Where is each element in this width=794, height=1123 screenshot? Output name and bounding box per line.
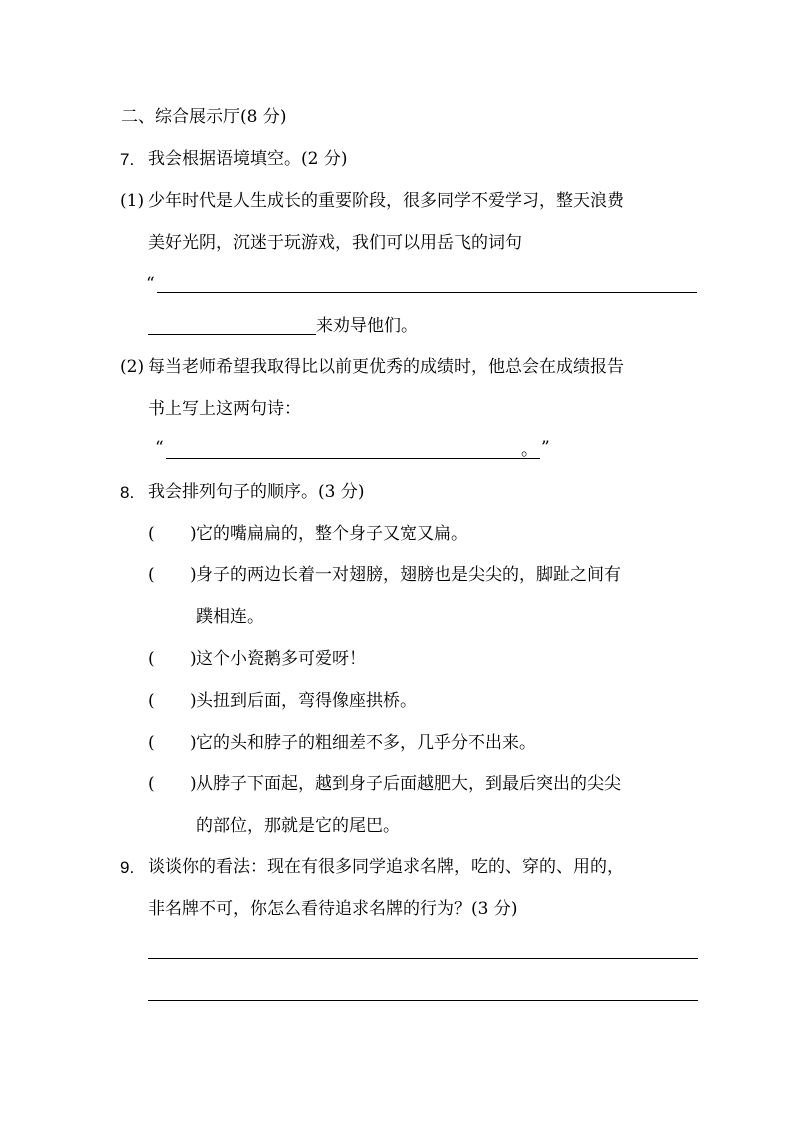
- q7-part1-text-line2: 美好光阴，沉迷于玩游戏，我们可以用岳飞的词句: [148, 233, 522, 253]
- q8-item-4-text: 头扭到后面，弯得像座拱桥。: [196, 691, 417, 711]
- q8-item-5-paren-open[interactable]: (: [148, 733, 155, 753]
- q8-item-6-text-line1: 从脖子下面起，越到身子后面越肥大，到最后突出的尖尖: [196, 774, 621, 794]
- q7-part1-text-line1: 少年时代是人生成长的重要阶段，很多同学不爱学习，整天浪费: [148, 191, 624, 211]
- q9-answer-line-2[interactable]: [148, 1000, 698, 1001]
- q8-item-1-text: 它的嘴扁扁的，整个身子又宽又扁。: [196, 524, 468, 544]
- question-8-prompt: 我会排列句子的顺序。(3 分): [148, 482, 365, 502]
- q8-item-1-paren-close[interactable]: ): [190, 524, 197, 544]
- q7-part1-suffix: 来劝导他们。: [316, 316, 418, 336]
- q8-item-3-paren-open[interactable]: (: [148, 649, 155, 669]
- q8-item-6-paren-open[interactable]: (: [148, 774, 155, 794]
- q7-part2-text-line1: 每当老师希望我取得比以前更优秀的成绩时，他总会在成绩报告: [148, 357, 624, 377]
- q8-item-5-text: 它的头和脖子的粗细差不多，几乎分不出来。: [196, 733, 536, 753]
- question-9-number: 9.: [120, 858, 135, 877]
- section-title: 二、综合展示厅(8 分): [121, 107, 287, 127]
- q8-item-2-text-line1: 身子的两边长着一对翅膀，翅膀也是尖尖的，脚趾之间有: [196, 565, 621, 585]
- question-9-text-line1: 谈谈你的看法：现在有很多同学追求名牌，吃的、穿的、用的，: [148, 857, 624, 877]
- q7-part1-answer-blank-1[interactable]: [157, 292, 697, 293]
- q7-part1-open-quote: “: [146, 274, 155, 294]
- q7-part2-answer-blank[interactable]: [166, 458, 540, 459]
- q8-item-2-paren-open[interactable]: (: [148, 565, 155, 585]
- question-7-number: 7.: [120, 150, 135, 169]
- q9-answer-line-1[interactable]: [148, 958, 698, 959]
- q8-item-6-paren-close[interactable]: ): [190, 774, 197, 794]
- q7-part1-answer-blank-2[interactable]: [148, 334, 316, 335]
- q8-item-4-paren-open[interactable]: (: [148, 691, 155, 711]
- q8-item-4-paren-close[interactable]: ): [190, 691, 197, 711]
- q8-item-2-text-line2: 蹼相连。: [196, 607, 264, 627]
- q7-part2-label: (2): [120, 357, 145, 377]
- q7-part1-label: (1): [120, 191, 145, 211]
- q8-item-3-paren-close[interactable]: ): [190, 649, 197, 669]
- q8-item-3-text: 这个小瓷鹅多可爱呀！: [196, 649, 366, 669]
- q7-part2-text-line2: 书上写上这两句诗：: [148, 399, 301, 419]
- q8-item-6-text-line2: 的部位，那就是它的尾巴。: [196, 816, 400, 836]
- q8-item-5-paren-close[interactable]: ): [190, 733, 197, 753]
- q7-part2-close-quote: ”: [541, 438, 550, 458]
- q8-item-1-paren-open[interactable]: (: [148, 524, 155, 544]
- q7-part2-open-quote: “: [155, 438, 164, 458]
- q8-item-2-paren-close[interactable]: ): [190, 565, 197, 585]
- q7-part2-mid-period: 。: [521, 440, 538, 460]
- question-9-text-line2: 非名牌不可，你怎么看待追求名牌的行为？(3 分): [148, 899, 518, 919]
- question-8-number: 8.: [120, 483, 135, 502]
- question-7-prompt: 我会根据语境填空。(2 分): [148, 149, 348, 169]
